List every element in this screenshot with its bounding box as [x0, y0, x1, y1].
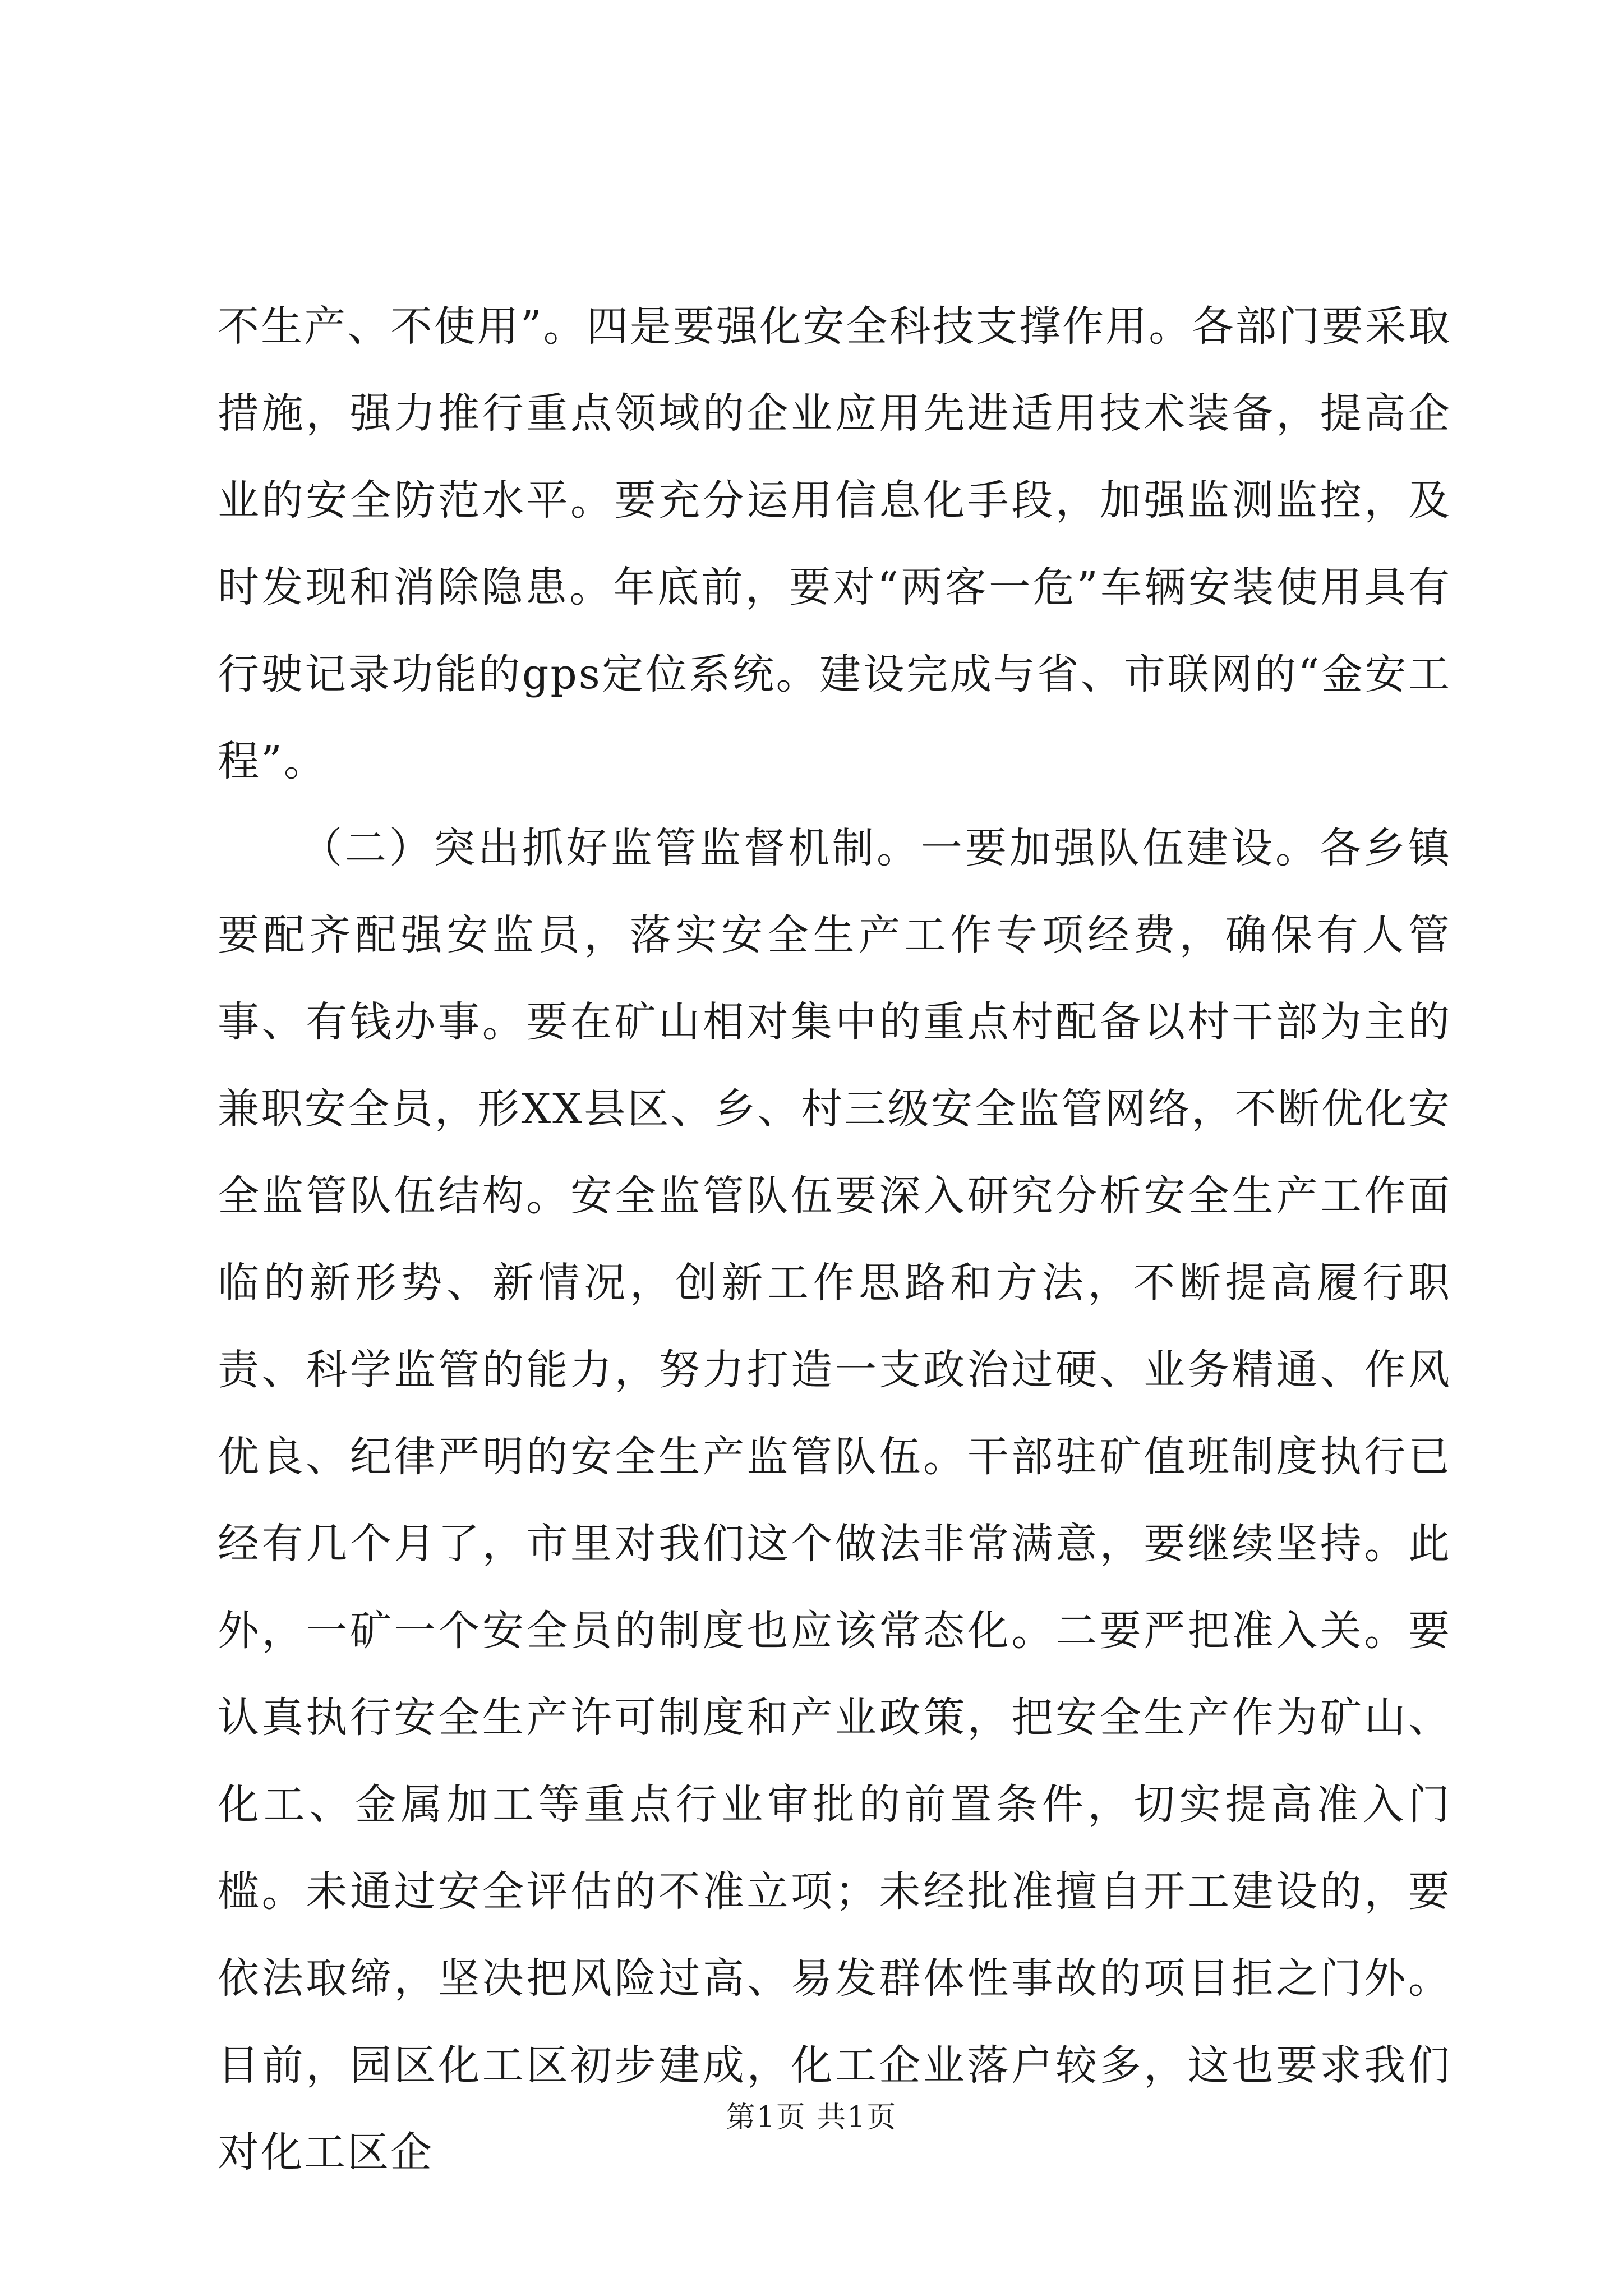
page-footer: 第1页 共1页: [726, 2101, 897, 2134]
document-body: [218, 283, 1451, 2196]
paragraph-2: （二）突出抓好监管监督机制。一要加强队伍建设。各乡镇要配齐配强安监员，落实安全生产工作专项经费，确保有人管事、有钱办事。要在矿山相对集中的重点村配备以村干部为主的兼职安全员，形XX县区、乡、村三级安全监管网络，不断优化安全监管队伍结构。安全监管队伍要深入研究分析安全生产工作面临的新形势、新情况，创新工作思路和方法，不断提高履行职责、科学监管的能力，努力打造一支政治过硬、业务精通、作风优良、纪律严明的安全生产监管队伍。干部驻矿值班制度执行已经有几个月了，市里对我们这个做法非常满意，要继续坚持。此外，一矿一个安全员的制度也应该常态化。二要严把准入关。要认真执行安全生产许可制度和产业政策，把安全生产作为矿山、化工、金属加工等重点行业审批的前置条件，切实提高准入门槛。未通过安全评估的不准立项；未经批准擅自开工建设的，要依法取缔，坚决把风险过高、易发群体性事故的项目拒之门外。目前，园区化工区初步建成，化工企业落户较多，这也要求我们对化工区企: [218, 824, 1451, 2177]
paragraph-1: 不生产、不使用”。四是要强化安全科技支撑作用。各部门要采取措施，强力推行重点领域的企业应用先进适用技术装备，提高企业的安全防范水平。要充分运用信息化手段，加强监测监控，及时发现和消除隐患。年底前，要对“两客一危”车辆安装使用具有行驶记录功能的gps定位系统。建设完成与省、市联网的“金安工程”。: [218, 302, 1451, 785]
